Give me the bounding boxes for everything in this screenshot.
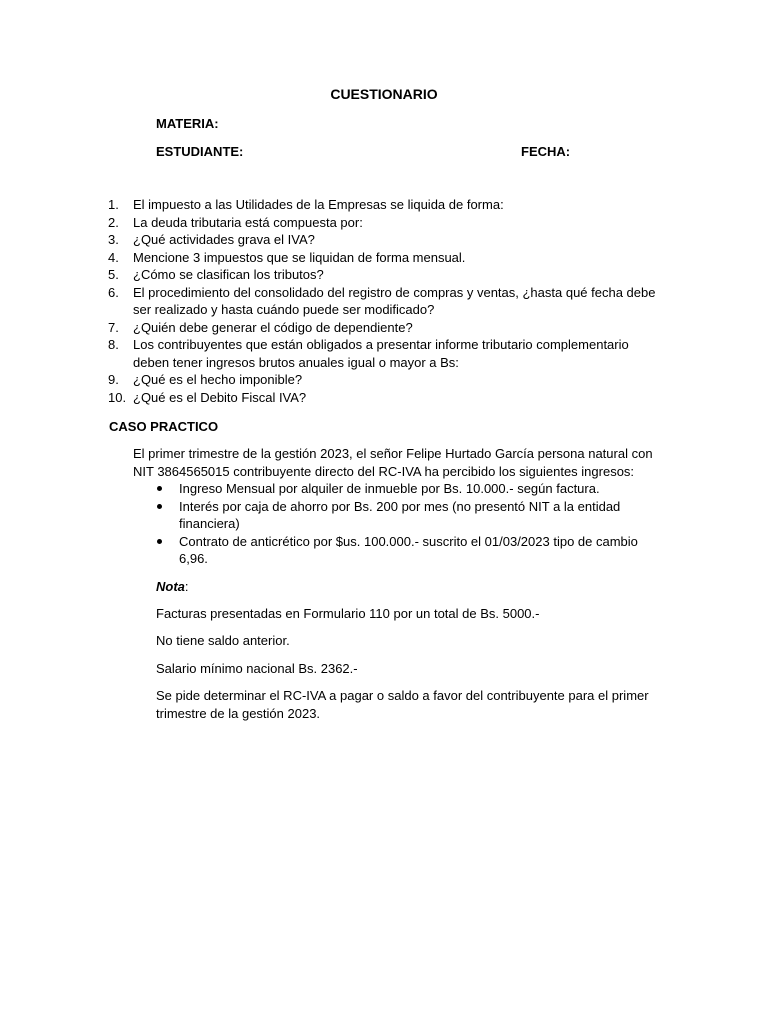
income-list (156, 480, 656, 568)
salario-text: Salario mínimo nacional Bs. 2362.- (156, 661, 358, 676)
pide-text: Se pide determinar el RC-IVA a pagar o saldo a favor del contribuyente para el primer trimestre de la gestión 2023. (156, 688, 649, 721)
question-number: 4. (108, 249, 119, 265)
nota-colon: : (184, 579, 189, 594)
nota-line (156, 578, 656, 596)
question-number: 3. (108, 232, 119, 247)
list-item (108, 249, 668, 267)
materia-label: MATERIA: (156, 116, 219, 131)
list-item (108, 196, 668, 214)
bullet-icon (157, 539, 162, 544)
question-number: 5. (108, 267, 119, 282)
list-item (156, 480, 656, 498)
list-item (156, 498, 656, 533)
list-item (108, 319, 668, 337)
question-number: 2. (108, 214, 119, 230)
question-text: ¿Qué es el hecho imponible? (133, 372, 303, 387)
list-item (108, 231, 668, 249)
list-item (108, 371, 668, 389)
question-text: ¿Qué es el Debito Fiscal IVA? (133, 389, 307, 405)
bullet-icon (157, 504, 162, 509)
question-list (108, 196, 668, 406)
list-item (156, 533, 656, 568)
case-intro: El primer trimestre de la gestión 2023, el señor Felipe Hurtado García persona natural con NIT 3864565015 contribuyente directo del RC-IVA ha percibido los siguientes ingresos: (133, 446, 653, 479)
income-text: Interés por caja de ahorro por Bs. 200 por mes (no presentó NIT a la entidad financiera) (179, 498, 621, 531)
question-number: 7. (108, 319, 119, 335)
question-text: La deuda tributaria está compuesta por: (133, 214, 363, 230)
question-text: El impuesto a las Utilidades de la Empresas se liquida de forma: (133, 197, 504, 212)
question-text: ¿Cómo se clasifican los tributos? (133, 267, 324, 282)
facturas-text: Facturas presentadas en Formulario 110 por un total de Bs. 5000.- (156, 606, 540, 621)
nota-label: Nota (156, 579, 185, 594)
list-item (108, 389, 668, 407)
question-number: 8. (108, 337, 119, 352)
document-title: CUESTIONARIO (330, 86, 438, 102)
income-text: Ingreso Mensual por alquiler de inmueble por Bs. 10.000.- según factura. (179, 481, 600, 496)
question-text: ¿Qué actividades grava el IVA? (133, 232, 315, 247)
list-item (108, 284, 668, 319)
fecha-label: FECHA: (521, 144, 571, 159)
question-number: 1. (108, 197, 119, 212)
question-number: 6. (108, 284, 119, 300)
estudiante-label: ESTUDIANTE: (156, 144, 244, 159)
list-item (108, 336, 668, 371)
question-text: ¿Quién debe generar el código de dependiente? (133, 319, 413, 335)
list-item (108, 266, 668, 284)
question-text: El procedimiento del consolidado del registro de compras y ventas, ¿hasta qué fecha debe ser realizado y hasta cuándo puede ser modificado? (133, 284, 656, 317)
question-text: Los contribuyentes que están obligados a presentar informe tributario complementario deben tener ingresos brutos anuales igual o mayor a Bs: (133, 337, 629, 370)
question-number: 9. (108, 372, 119, 387)
saldo-text: No tiene saldo anterior. (156, 633, 290, 648)
case-title: CASO PRACTICO (109, 419, 219, 434)
question-number: 10. (108, 389, 127, 405)
question-text: Mencione 3 impuestos que se liquidan de forma mensual. (133, 249, 466, 265)
list-item (108, 214, 668, 232)
income-text: Contrato de anticrético por $us. 100.000.- suscrito el 01/03/2023 tipo de cambio 6,96. (179, 533, 638, 566)
bullet-icon (157, 486, 162, 491)
